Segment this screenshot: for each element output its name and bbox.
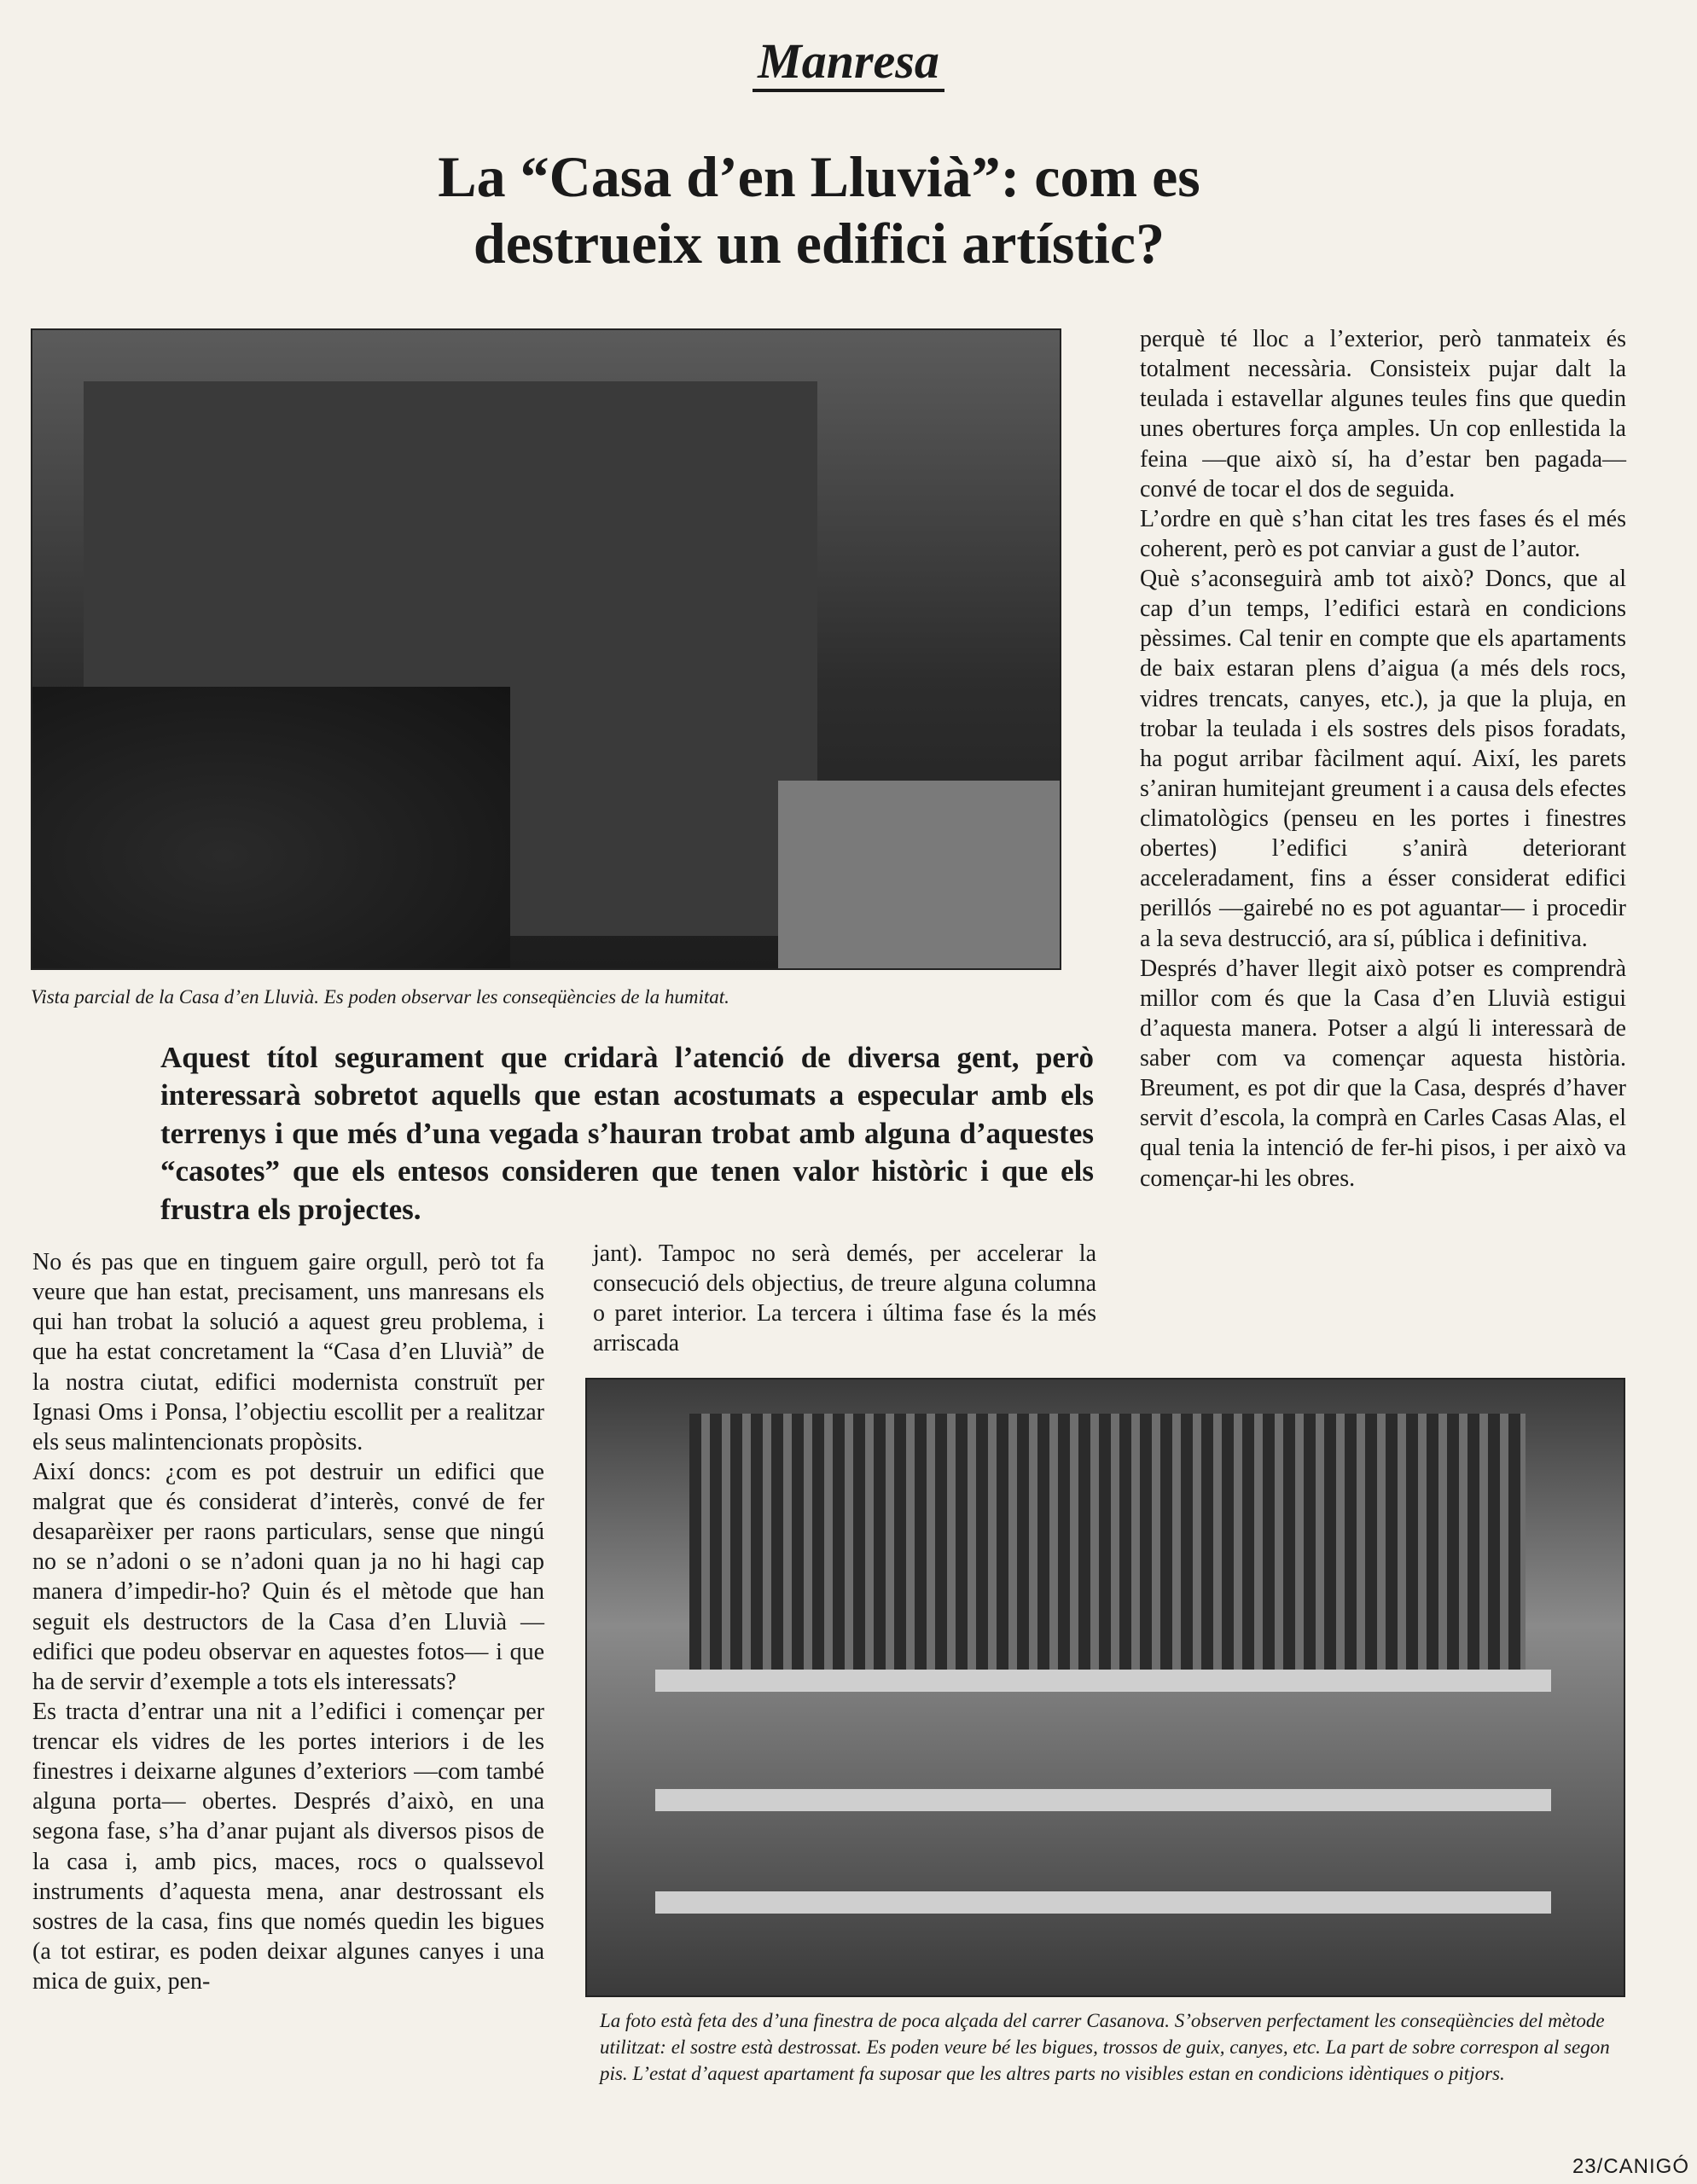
photo-caption-bottom: La foto està feta des d’una finestra de poca alçada del carrer Casanova. S’observen perfectament les conseqüències del mètode utilitzat: el sostre està destrossat. Es poden veure bé les bigues, trossos de guix, canyes, etc. La part de sobre correspon al segon pis. L’estat d’aquest apartament fa suposar que les altres parts no visibles estan en condicions idèntiques o pitjors. [600, 2010, 1610, 2085]
body-paragraph: Què s’aconseguirà amb tot això? Doncs, que al cap d’un temps, l’edifici estarà en condicions pèssimes. Cal tenir en compte que els apartaments de baix estaran plens d’aigua (a més dels rocs, vidres trencats, canyes, etc.), ja que la pluja, en trobar la teulada i els sostres dels pisos foradats, ha pogut arribar fàcilment aquí. Així, les parets s’aniran humitejant greument i a causa dels efectes climatològics (penseu en les portes i finestres obertes) l’edifici s’anirà deteriorant acceleradament, fins a ésser considerat edifici perillós —gairebé no es pot aguantar— i procedir a la seva destrucció, ara sí, pública i definitiva. [1140, 566, 1626, 952]
body-paragraph: jant). Tampoc no serà demés, per accelerar la consecució dels objectius, de treure alguna columna o paret interior. La tercera i última fase és la més arriscada [593, 1240, 1096, 1357]
photo-ceiling-debris [689, 1414, 1526, 1670]
body-paragraph: No és pas que en tinguem gaire orgull, però tot fa veure que han estat, precisament, uns manresans els qui han trobat la solució a aquest greu problema, i que ha estat concretament la “Casa d’en Lluvià” de la nostra ciutat, edifici modernista construït per Ignasi Oms i Ponsa, l’objectiu escollit per a realitzar els seus malintencionats propòsits. [32, 1249, 544, 1455]
body-paragraph: Després d’haver llegit això potser es comprendrà millor com és que la Casa d’en Lluvià estigui d’aquesta manera. Potser a algú li interessarà de saber com va començar aquesta història. Breument, es pot dir que la Casa, després d’haver servit d’escola, la comprà en Carles Casas Alas, el qual tenia la intenció de fer-hi pisos, i per això va començar-hi les obres. [1140, 955, 1626, 1192]
body-column-1 [32, 1247, 544, 1996]
body-paragraph: Així doncs: ¿com es pot destruir un edifici que malgrat que és considerat d’interès, convé de fer desaparèixer per raons particulars, sense que ningú no se n’adoni o se n’adoni quan ja no hi hagi cap manera d’impedir-ho? Quin és el mètode que han seguit els destructors de la Casa d’en Lluvià —edifici que podeu observar en aquestes fotos— i que ha de servir d’exemple a tots els interessats? [32, 1458, 544, 1695]
section-label-text: Manresa [753, 33, 944, 92]
page-folio: 23/CANIGÓ [1572, 2155, 1689, 2178]
headline [222, 143, 1416, 276]
photo-beam [655, 1670, 1551, 1692]
photo-beam [655, 1789, 1551, 1811]
body-paragraph: L’ordre en què s’han citat les tres fases és el més coherent, però es pot canviar a gust de l’autor. [1140, 505, 1626, 562]
photo-trees [32, 687, 510, 968]
body-column-2 [593, 1239, 1096, 1359]
headline-line-1: La “Casa d’en Lluvià”: com es [438, 144, 1200, 209]
body-column-3 [1140, 324, 1626, 1194]
photo-beam [655, 1891, 1551, 1914]
body-paragraph: perquè té lloc a l’exterior, però tanmateix és totalment necessària. Consisteix pujar dalt la teulada i estavellar algunes teules fins que quedin unes obertures força amples. Un cop enllestida la feina —que això sí, ha d’estar ben pagada— convé de tocar el dos de seguida. [1140, 326, 1626, 502]
photo-house-exterior [31, 328, 1061, 970]
section-label [0, 32, 1697, 90]
body-paragraph: Es tracta d’entrar una nit a l’edifici i començar per trencar els vidres de les portes interiors i de les finestres i deixarne algunes d’exteriors —com també alguna porta— obertes. Després d’això, en una segona fase, s’ha d’anar pujant als diversos pisos de la casa i, amb pics, maces, rocs o qualssevol instruments d’aquesta mena, anar destrossant els sostres de la casa, fins que només quedin les bigues (a tot estirar, es poden deixar algunes canyes i una mica de guix, pen- [32, 1698, 544, 1995]
photo-caption-top: Vista parcial de la Casa d’en Lluvià. Es poden observar les conseqüències de la humitat. [31, 986, 729, 1008]
lead-paragraph: Aquest títol segurament que cridarà l’atenció de diversa gent, però interessarà sobretot aquells que estan acostumats a especular amb els terrenys i que més d’una vegada s’hauran trobat amb alguna d’aquestes “casotes” que els entesos consideren que tenen valor històric i que els frustra els projectes. [160, 1041, 1094, 1226]
photo-street [778, 781, 1060, 968]
headline-line-2: destrueix un edifici artístic? [473, 211, 1165, 276]
photo-destroyed-ceiling [585, 1378, 1625, 1997]
